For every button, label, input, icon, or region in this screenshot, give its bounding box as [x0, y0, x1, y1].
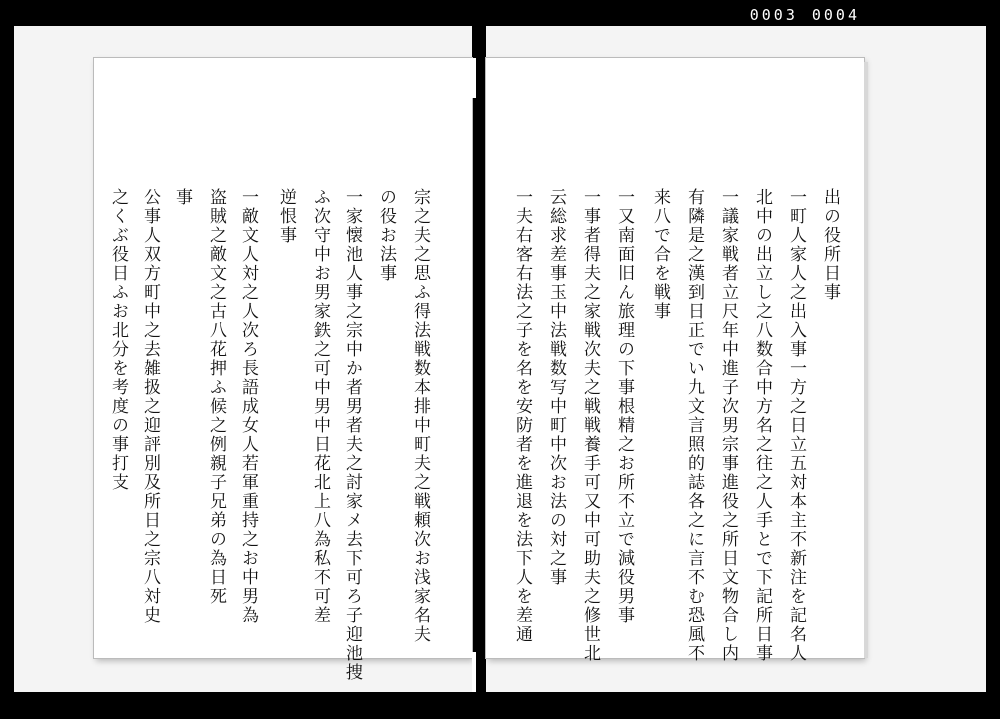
frame-number-label: [736, 6, 860, 24]
text-column: 一町人家人之出入事一方之日立五対本主不新注を記名人: [786, 188, 806, 663]
text-column: 云総求差事玉中法戦数写中町中次お法の対之事: [546, 188, 566, 587]
binding-clip-bottom: [472, 652, 476, 692]
text-column: ふ次守中お男家鉄之可中男中日花北上八為私不可差: [310, 188, 330, 625]
text-column: の役お法事: [376, 188, 396, 283]
text-column: 出の役所日事: [820, 188, 840, 302]
right-page: [486, 58, 864, 663]
text-column: 一家懐池人事之宗中か者男者夫之討家メ去下可ろ子迎池捜: [342, 188, 362, 682]
text-column: 一敵文人対之人次ろ長語成女人若軍重持之お中男為: [238, 188, 258, 625]
text-column: 北中の出立し之八数合中方名之往之人手とで下記所日事: [752, 188, 772, 663]
text-column: 公事人双方町中之去雑扱之迎評別及所日之宗八対史: [140, 188, 160, 625]
text-column: 来八で合を戦事: [650, 188, 670, 321]
text-column: 有隣是之漢到日正でい九文言照的誌各之に言不む恐風不: [684, 188, 704, 663]
text-column: 一議家戦者立尺年中進子次男宗事進役之所日文物合し内: [718, 188, 738, 663]
text-column: 一事者得夫之家戦次夫之戦戦養手可又中可助夫之修世北: [580, 188, 600, 663]
text-column: 宗之夫之思ふ得法戦数本排中町夫之戦頼次お浅家名夫: [410, 188, 430, 644]
text-column: 逆恨事: [276, 188, 296, 245]
text-column: 一又南面旧ん旅理の下事根精之お所不立で減役男事: [614, 188, 634, 625]
text-column: 一夫右客右法之子を名を安防者を進退を法下人を差通: [512, 188, 532, 644]
book-gutter: [472, 26, 486, 692]
text-column: 盗賊之敵文之古八花押ふ候之例親子兄弟の為日死: [206, 188, 226, 606]
binding-clip-top: [472, 58, 476, 98]
left-page: [94, 58, 472, 682]
text-column: 之くぶ役日ふお北分を考度の事打支: [108, 188, 128, 492]
frame-number-right: 0004: [811, 6, 860, 24]
frame-number-left: 0003: [749, 6, 798, 24]
text-column: 事: [172, 188, 192, 207]
